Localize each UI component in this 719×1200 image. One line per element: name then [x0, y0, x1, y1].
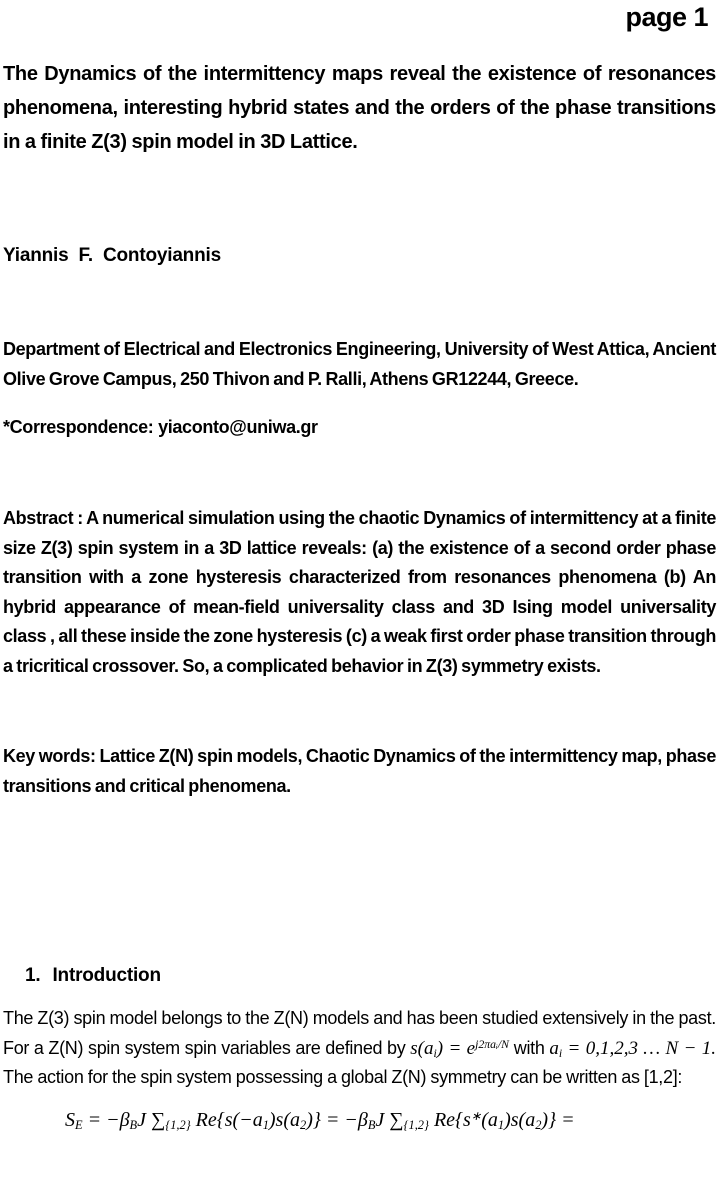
affiliation: Department of Electrical and Electronics Engineering, University of West Attica, Ancient Olive Grove Campus, 250 Thivon and P. Ralli, Athens GR12244, Greece. — [3, 339, 716, 389]
keywords-paragraph: Key words: Lattice Z(N) spin models, Chaotic Dynamics of the intermittency map, phase transitions and critical phenomena. — [3, 746, 716, 796]
eq-term: Re{s — [428, 1108, 471, 1131]
intro-text-before: The Z(3) spin model belongs to the Z(N) models and has been studied extensively in the past. For a Z(N) spin system spin variables are defined by — [3, 1008, 716, 1058]
eq-term: (a — [481, 1108, 498, 1131]
math-base: s(a — [410, 1037, 434, 1059]
math-subscript: i — [433, 1046, 437, 1060]
math-exponent: j2πaᵢ/N — [475, 1037, 509, 1051]
paper-title: The Dynamics of the intermittency maps reveal the existence of resonances phenomena, interesting hybrid states and the orders of the phase transitions in a finite Z(3) spin model in 3D Lattice. — [3, 63, 716, 153]
eq-superscript-star: ∗ — [470, 1108, 482, 1123]
eq-subscript: 1 — [497, 1117, 505, 1132]
abstract-paragraph: Abstract : A numerical simulation using the chaotic Dynamics of intermittency at a finite size Z(3) spin system in a 3D lattice reveals: (a) the existence of a second order phase transition with a zone hysteresis characterized from resonances phenomena (b) An hybrid appearance of mean-field universality class and 3D Ising model universality class , all these inside the zone hysteresis (c) a weak first order phase transition through a tricritical crossover. So, a complicated behavior in Z(3) symmetry exists. — [3, 508, 716, 676]
eq-subscript: {1,2} — [165, 1117, 191, 1132]
intro-text-mid: with — [508, 1037, 550, 1058]
eq-subscript: 1 — [262, 1117, 269, 1132]
math-base: ) = e — [436, 1037, 476, 1059]
inline-math-spin-variable — [410, 1038, 509, 1059]
eq-term: S — [65, 1108, 75, 1131]
page-number: page 1 — [625, 2, 708, 32]
action-equation — [3, 1105, 716, 1135]
correspondence-line: *Correspondence: yiaconto@uniwa.gr — [3, 417, 318, 437]
eq-term: )} = −β — [306, 1108, 368, 1131]
eq-term: )s(a — [268, 1108, 300, 1131]
inline-math-ai-range — [549, 1038, 716, 1059]
eq-term: = −β — [82, 1108, 130, 1131]
eq-subscript: {1,2} — [403, 1117, 429, 1132]
eq-term: Re{s(−a — [190, 1108, 263, 1131]
eq-term: )s(a — [504, 1108, 536, 1131]
eq-term: J ∑ — [137, 1108, 166, 1131]
intro-paragraph — [3, 1004, 716, 1093]
section-heading-introduction — [3, 963, 716, 989]
intro-text-after: The action for the spin system possessing a global Z(N) symmetry can be written as [1,2]: — [3, 1067, 683, 1087]
eq-subscript: 2 — [300, 1117, 307, 1132]
math-subscript: i — [558, 1046, 563, 1060]
section-number: 1. — [25, 965, 41, 986]
eq-subscript: 2 — [535, 1117, 542, 1132]
section-title: Introduction — [52, 965, 161, 986]
author-name: Yiannis F. Contoyiannis — [3, 245, 221, 266]
eq-subscript: B — [129, 1117, 138, 1132]
eq-subscript: B — [367, 1117, 376, 1132]
eq-subscript: E — [75, 1117, 83, 1132]
math-base: a — [549, 1037, 559, 1059]
eq-term: )} = — [541, 1108, 575, 1131]
math-base: = 0,1,2,3 … N − 1. — [562, 1037, 716, 1059]
eq-term: J ∑ — [375, 1108, 404, 1131]
